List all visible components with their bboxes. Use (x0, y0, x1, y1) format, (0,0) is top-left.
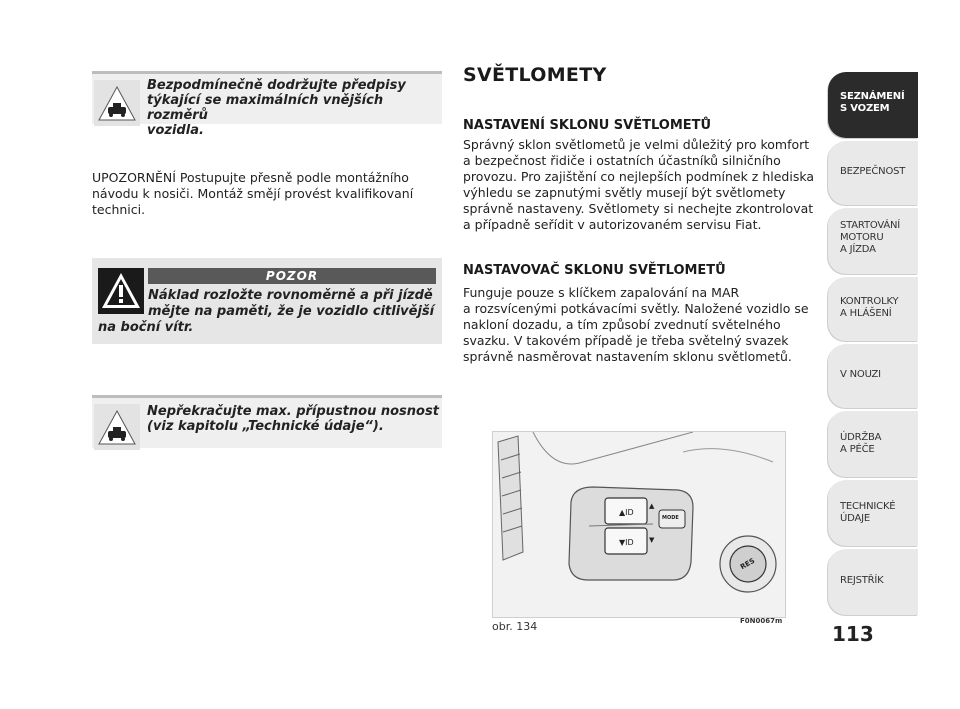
tab-label: REJSTŘÍK (840, 575, 884, 586)
warning-box (92, 258, 442, 344)
tab-label: STARTOVÁNÍ MOTORU A JÍZDA (840, 220, 901, 255)
note-box-dimensions (92, 74, 442, 138)
section1-paragraph (463, 137, 814, 233)
paragraph-line: Správný sklon světlometů je velmi důležitý pro komfort (463, 137, 810, 152)
paragraph-line: UPOZORNĚNÍ Postupujte přesně podle montážního (92, 170, 409, 185)
note-line: (viz kapitolu „Technické údaje“). (147, 419, 384, 434)
paragraph-line: návodu k nosiči. Montáž smějí provést kvalifikovaní (92, 186, 414, 201)
svg-text:▼ID: ▼ID (619, 538, 634, 547)
page-number: 113 (832, 622, 874, 646)
mode-button-label: MODE (662, 515, 679, 521)
note-line: týkající se maximálních vnějších rozměrů (147, 93, 384, 123)
tab-v-nouzi[interactable] (828, 344, 918, 408)
warning-triangle-icon (98, 268, 144, 314)
paragraph-line: a případně seřídit v autorizovaném servisu Fiat. (463, 217, 762, 232)
tab-label: KONTROLKY A HLÁŠENÍ (840, 296, 899, 319)
upozorneni-paragraph (92, 170, 413, 218)
paragraph-line: svazku. V takovém případě je třeba světelný svazek (463, 333, 789, 348)
tab-label: ÚDRŽBA A PÉČE (840, 432, 882, 455)
tab-udrzba[interactable] (828, 411, 918, 477)
warning-line: na boční vítr. (98, 320, 194, 335)
tab-seznameni[interactable] (828, 72, 918, 138)
svg-text:▼: ▼ (649, 536, 655, 544)
figure-headlight-switch (492, 431, 786, 618)
tab-label: V NOUZI (840, 369, 881, 380)
section-heading: NASTAVOVAČ SKLONU SVĚTLOMETŮ (463, 263, 726, 278)
tab-label: SEZNÁMENÍ S VOZEM (840, 91, 905, 114)
paragraph-line: a bezpečnost řidiče i ostatních účastníků silničního (463, 153, 781, 168)
paragraph-line: technici. (92, 202, 146, 217)
paragraph-line: správně nastaveny. Světlomety si nechejte zkontrolovat (463, 201, 814, 216)
note-line: Bezpodmínečně dodržujte předpisy (147, 78, 406, 93)
page-title: SVĚTLOMETY (463, 64, 607, 86)
car-load-icon (94, 80, 140, 126)
note-line: Nepřekračujte max. přípustnou nosnost (147, 404, 439, 419)
paragraph-line: Funguje pouze s klíčkem zapalování na MAR (463, 285, 740, 300)
air-vent (498, 436, 523, 560)
tab-technicke-udaje[interactable] (828, 480, 918, 546)
paragraph-line: výhledu se zapnutými světly musejí být světlomety (463, 185, 786, 200)
tab-startovani[interactable] (828, 208, 918, 274)
paragraph-line: provozu. Pro zajištění co nejlepších podmínek z hlediska (463, 169, 815, 184)
switch-panel (569, 487, 693, 580)
res-knob-label: RES (739, 556, 757, 572)
tab-label: BEZPEČNOST (840, 166, 906, 177)
paragraph-line: správně nasměrovat nastavením sklonu světlometů. (463, 349, 792, 364)
svg-text:▲ID: ▲ID (619, 508, 634, 517)
section-heading: NASTAVENÍ SKLONU SVĚTLOMETŮ (463, 118, 712, 133)
car-load-icon (94, 404, 140, 450)
note-box-payload (92, 398, 442, 448)
tab-label: TECHNICKÉ ÚDAJE (840, 501, 896, 524)
section2-paragraph (463, 285, 809, 365)
paragraph-line: a rozsvícenými potkávacími světly. Naložené vozidlo se (463, 301, 809, 316)
dashboard-illustration (493, 432, 785, 617)
tab-rejstrik[interactable] (828, 549, 918, 615)
svg-text:▲: ▲ (649, 502, 655, 510)
paragraph-line: nakloní dozadu, a tím způsobí zvednutí světelného (463, 317, 781, 332)
warning-header: POZOR (148, 268, 436, 284)
figure-code: F0N0067m (740, 617, 783, 625)
figure-caption: obr. 134 (492, 620, 538, 633)
tab-bezpecnost[interactable] (828, 141, 918, 205)
warning-line: Náklad rozložte rovnoměrně a při jízdě (148, 288, 433, 303)
warning-line: mějte na paměti, že je vozidlo citlivější (148, 304, 435, 319)
tab-kontrolky[interactable] (828, 277, 918, 341)
note-line: vozidla. (147, 123, 204, 138)
